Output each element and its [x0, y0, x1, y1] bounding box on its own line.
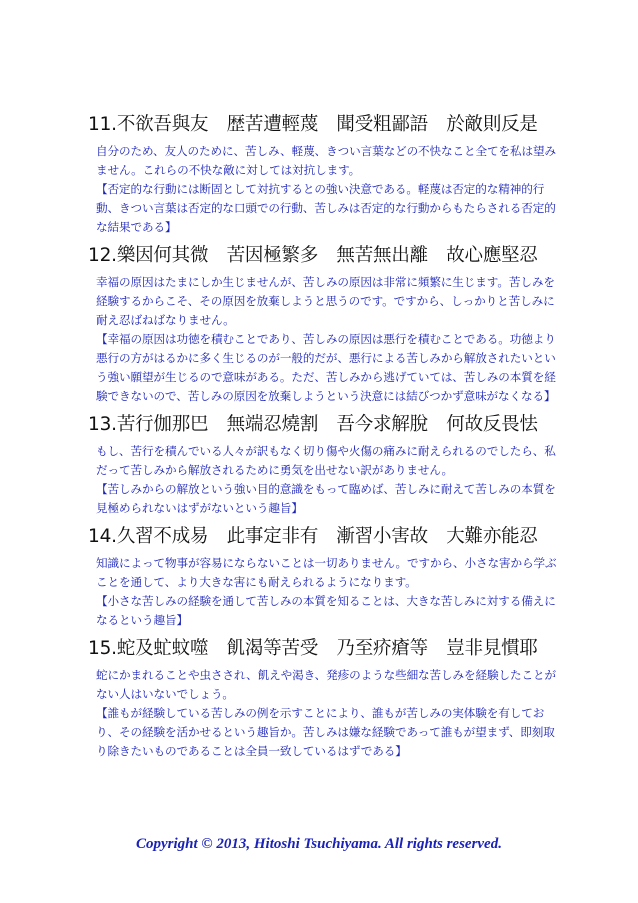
verse-commentary: 【誰もが経験している苦しみの例を示すことにより、誰もが苦しみの実体験を有しており、その経験を活かせるという趣旨か。苦しみは嫌な経験であって誰もが望まず、即刻取り除きたいものであることは全員一致しているはずである】: [96, 706, 555, 758]
verse-explanation: 蛇にかまれることや虫さされ、飢えや渇き、発疹のような些細な苦しみを経験したことがない人はいないでしょう。: [96, 668, 556, 701]
copyright-notice: Copyright © 2013, Hitoshi Tsuchiyama. All rights reserved.: [136, 836, 502, 852]
verse-explanation: 自分のため、友人のために、苦しみ、軽蔑、きつい言葉などの不快なこと全てを私は望みません。これらの不快な敵に対しては対抗します。: [96, 144, 556, 177]
verse-heading: 12.樂因何其微 苦因極繁多 無苦無出離 故心應堅忍: [88, 245, 538, 266]
verse-section-12: [88, 243, 558, 406]
verse-explanation: 幸福の原因はたまにしか生じませんが、苦しみの原因は非常に頻繁に生じます。苦しみを経験するからこそ、その原因を放棄しようと思うのです。ですから、しっかりと苦しみに耐え忍ばねばなりません。: [96, 275, 555, 327]
document-body: [88, 112, 558, 767]
verse-section-15: [88, 636, 558, 761]
verse-heading: 14.久習不成易 此事定非有 漸習小害故 大難亦能忍: [88, 526, 538, 547]
verse-commentary: 【小さな苦しみの経験を通して苦しみの本質を知ることは、大きな苦しみに対する備えになるという趣旨】: [96, 594, 556, 627]
verse-heading: 13.苦行伽那巴 無端忍燒割 吾今求解脫 何故反畏怯: [88, 414, 538, 435]
verse-commentary: 【否定的な行動には断固として対抗するとの強い決意である。軽蔑は否定的な精神的行動、きつい言葉は否定的な口頭での行動、苦しみは否定的な行動からもたらされる否定的な結果である】: [96, 182, 556, 234]
verse-explanation: もし、苦行を積んでいる人々が訳もなく切り傷や火傷の痛みに耐えられるのでしたら、私だって苦しみから解放されるために勇気を出せない訳がありません。: [96, 444, 556, 477]
verse-heading: 11.不欲吾與友 歴苦遭輕蔑 聞受粗鄙語 於敵則反是: [88, 114, 538, 135]
verse-section-13: [88, 412, 558, 518]
verse-section-14: [88, 524, 558, 630]
verse-commentary: 【苦しみからの解放という強い目的意識をもって臨めば、苦しみに耐えて苦しみの本質を見極められないはずがないという趣旨】: [96, 482, 556, 515]
verse-section-11: [88, 112, 558, 237]
verse-heading: 15.蛇及虻蚊噬 飢渴等苦受 乃至疥瘡等 豈非見慣耶: [88, 638, 538, 659]
verse-explanation: 知識によって物事が容易にならないことは一切ありません。ですから、小さな害から学ぶことを通して、より大きな害にも耐えられるようになります。: [96, 556, 557, 589]
verse-commentary: 【幸福の原因は功徳を積むことであり、苦しみの原因は悪行を積むことである。功徳より悪行の方がはるかに多く生じるのが一般的だが、悪行による苦しみから解放されたいという強い願望が生じるので意味がある。ただ、苦しみから逃げていては、苦しみの本質を経験できないので、苦しみの原因を放棄しようという決意には結びつかず意味がなくなる】: [96, 332, 556, 403]
